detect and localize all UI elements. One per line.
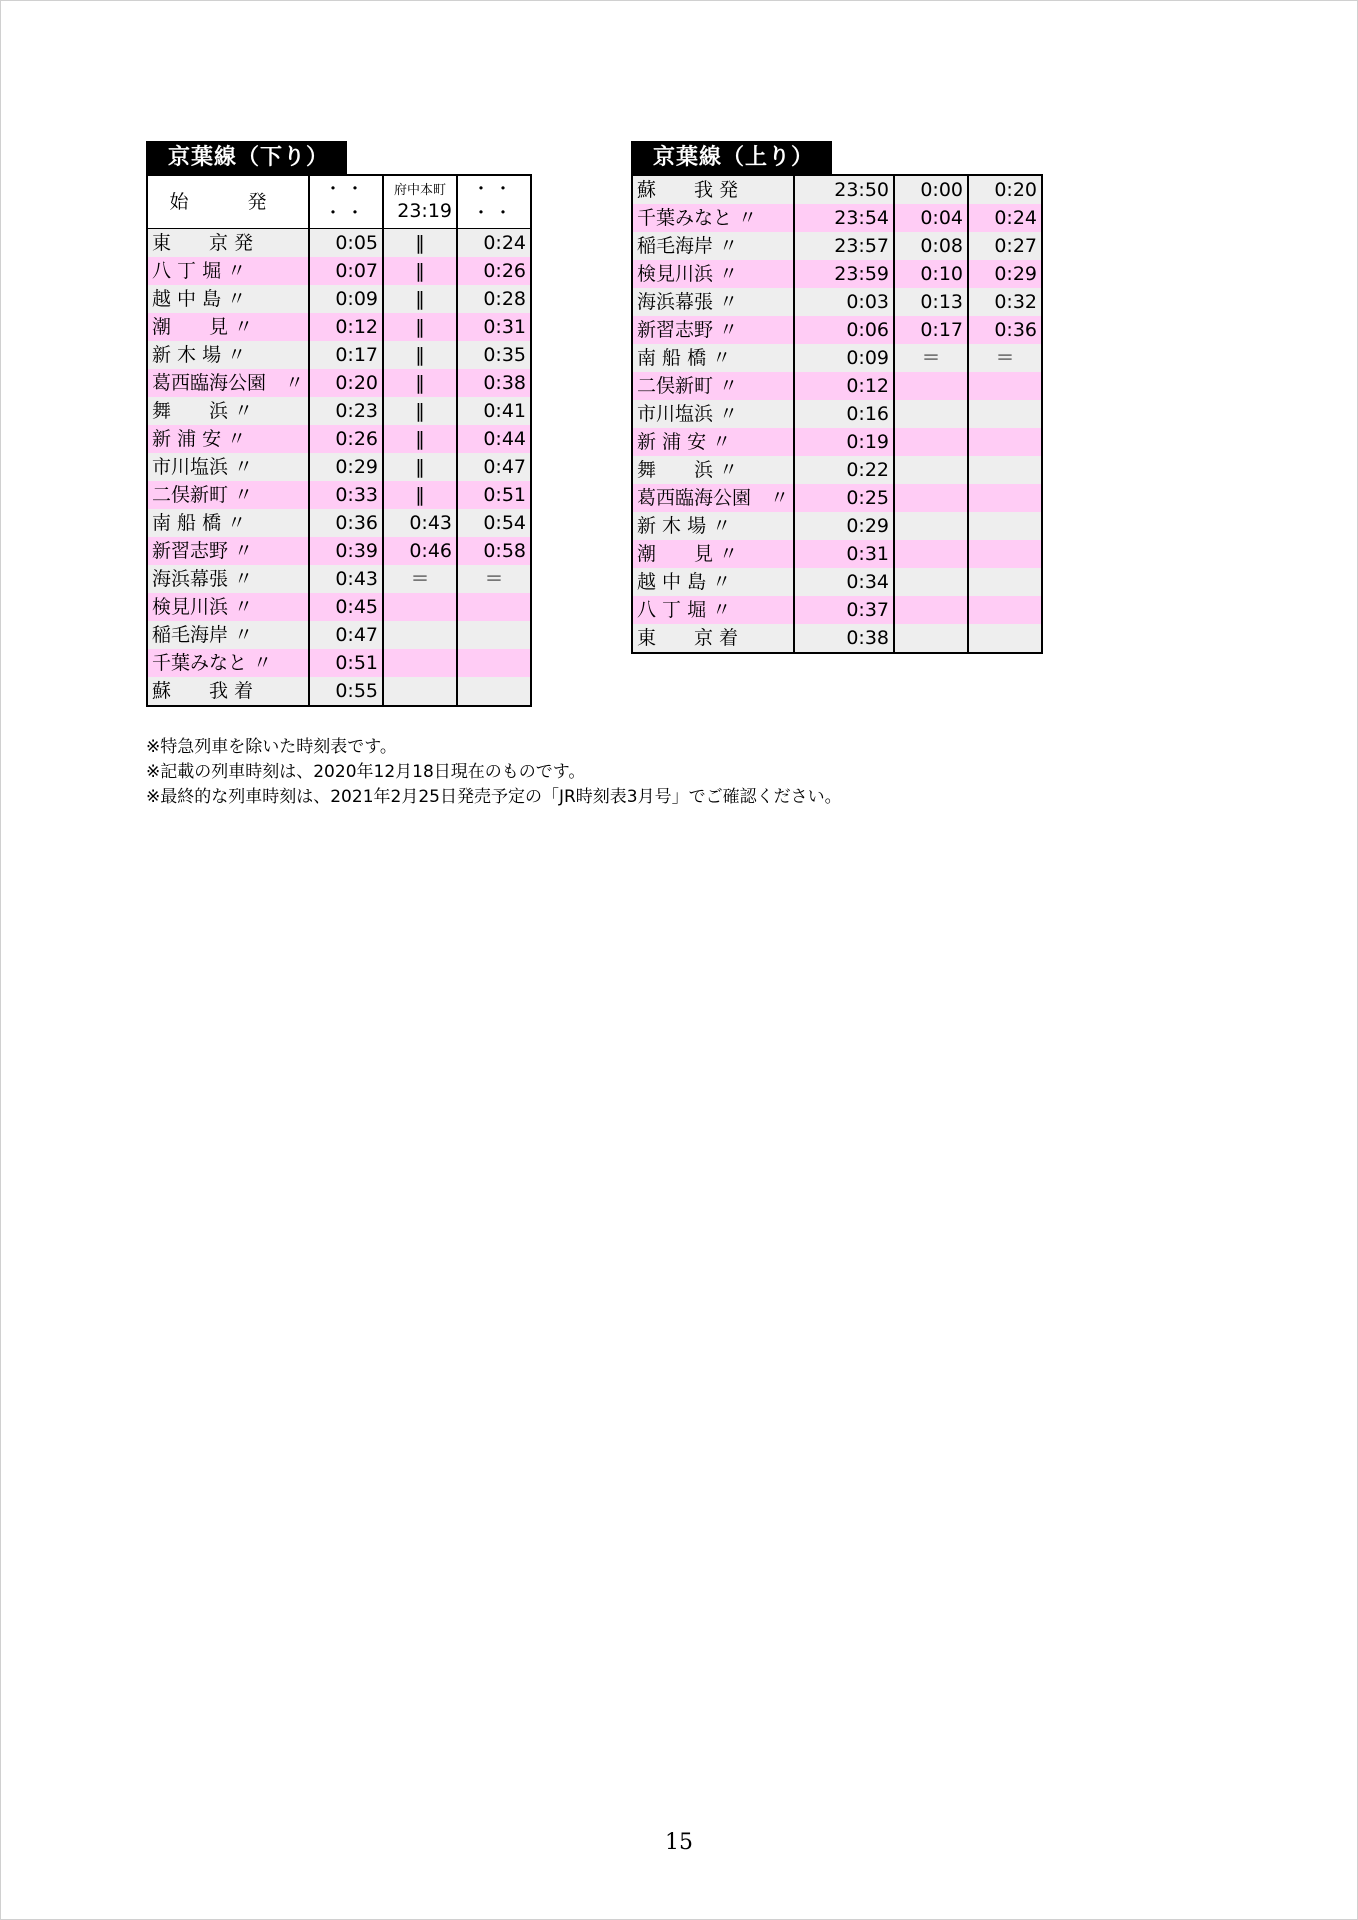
time-col-3: 0:24: [968, 204, 1042, 232]
time-col-3: 0:31: [457, 313, 531, 341]
time-col-2: ‖: [383, 229, 457, 258]
timetable-row: [147, 341, 531, 369]
note-line: ※記載の列車時刻は、2020年12月18日現在のものです。: [146, 762, 586, 782]
station-name: 検見川浜 〃: [147, 593, 309, 621]
timetable-row: [632, 512, 1042, 540]
time-col-3: 0:36: [968, 316, 1042, 344]
time-col-1: 0:51: [309, 649, 383, 677]
time-col-3: 0:35: [457, 341, 531, 369]
time-col-3: 0:27: [968, 232, 1042, 260]
time-col-1: 0:45: [309, 593, 383, 621]
timetable-row: [632, 232, 1042, 260]
time-col-2: [894, 596, 968, 624]
time-col-3: 0:44: [457, 425, 531, 453]
timetable-row: [147, 509, 531, 537]
time-col-3: 0:32: [968, 288, 1042, 316]
time-col-1: 0:25: [794, 484, 894, 512]
time-col-3: [457, 649, 531, 677]
time-col-2: [894, 624, 968, 653]
time-col-1: 0:22: [794, 456, 894, 484]
timetable-row: [632, 484, 1042, 512]
time-col-2: 0:17: [894, 316, 968, 344]
time-col-3: [457, 593, 531, 621]
time-col-3: 0:51: [457, 481, 531, 509]
station-name: 新 浦 安 〃: [632, 428, 794, 456]
time-col-2: [894, 456, 968, 484]
time-col-1: 0:47: [309, 621, 383, 649]
station-name: 千葉みなと 〃: [147, 649, 309, 677]
page-number: 15: [665, 1830, 693, 1855]
timetable-row: [147, 593, 531, 621]
time-col-3: [968, 456, 1042, 484]
time-col-3: 0:26: [457, 257, 531, 285]
time-col-3: 0:58: [457, 537, 531, 565]
time-col-3: [968, 540, 1042, 568]
timetable-row: [632, 568, 1042, 596]
up-title: 京葉線（上り）: [631, 141, 832, 174]
station-name: 新習志野 〃: [632, 316, 794, 344]
time-col-1: 0:43: [309, 565, 383, 593]
station-name: 八 丁 堀 〃: [632, 596, 794, 624]
header-col-3-top: ・・: [472, 179, 517, 200]
time-col-1: 0:07: [309, 257, 383, 285]
station-name: 新習志野 〃: [147, 537, 309, 565]
down-header-row: [147, 175, 531, 229]
time-col-3: ＝: [457, 565, 531, 593]
time-col-2: ‖: [383, 285, 457, 313]
time-col-2: ‖: [383, 425, 457, 453]
time-col-2: [894, 568, 968, 596]
station-name: 東 京 発: [147, 229, 309, 258]
time-col-2: 0:00: [894, 175, 968, 204]
station-name: 海浜幕張 〃: [632, 288, 794, 316]
header-col-1-top: ・・: [324, 179, 369, 200]
timetable-row: [147, 677, 531, 706]
up-timetable: [631, 174, 1043, 654]
time-col-2: 0:04: [894, 204, 968, 232]
time-col-3: 0:20: [968, 175, 1042, 204]
timetable-row: [632, 316, 1042, 344]
time-col-3: [457, 621, 531, 649]
time-col-1: 0:12: [794, 372, 894, 400]
time-col-3: 0:54: [457, 509, 531, 537]
time-col-1: 0:09: [794, 344, 894, 372]
timetable-row: [147, 537, 531, 565]
header-col-3: [457, 175, 531, 229]
time-col-2: [894, 372, 968, 400]
timetable-row: [632, 372, 1042, 400]
time-col-3: 0:38: [457, 369, 531, 397]
time-col-2: 0:08: [894, 232, 968, 260]
time-col-1: 0:29: [309, 453, 383, 481]
timetable-row: [632, 204, 1042, 232]
header-col-2: [383, 175, 457, 229]
time-col-1: 23:50: [794, 175, 894, 204]
timetable-row: [632, 428, 1042, 456]
time-col-1: 0:23: [309, 397, 383, 425]
timetable-row: [147, 425, 531, 453]
timetable-row: [147, 453, 531, 481]
time-col-1: 0:37: [794, 596, 894, 624]
timetable-row: [632, 400, 1042, 428]
time-col-2: ‖: [383, 453, 457, 481]
timetable-row: [147, 481, 531, 509]
time-col-2: ＝: [383, 565, 457, 593]
station-name: 潮 見 〃: [147, 313, 309, 341]
time-col-3: [968, 484, 1042, 512]
station-name: 海浜幕張 〃: [147, 565, 309, 593]
time-col-3: [968, 400, 1042, 428]
notes: [146, 735, 842, 810]
time-col-3: 0:41: [457, 397, 531, 425]
time-col-1: 0:55: [309, 677, 383, 706]
time-col-1: 0:20: [309, 369, 383, 397]
time-col-1: 0:12: [309, 313, 383, 341]
up-timetable-block: [631, 141, 1043, 654]
time-col-1: 0:33: [309, 481, 383, 509]
time-col-2: [894, 540, 968, 568]
station-name: 千葉みなと 〃: [632, 204, 794, 232]
timetable-row: [147, 285, 531, 313]
timetable-row: [632, 344, 1042, 372]
time-col-2: [894, 428, 968, 456]
time-col-1: 23:59: [794, 260, 894, 288]
time-col-3: 0:47: [457, 453, 531, 481]
time-col-2: 0:10: [894, 260, 968, 288]
time-col-3: [457, 677, 531, 706]
time-col-2: [383, 621, 457, 649]
time-col-2: [383, 677, 457, 706]
time-col-2: 0:46: [383, 537, 457, 565]
time-col-1: 0:03: [794, 288, 894, 316]
header-col-2-origin: 府中本町: [394, 183, 447, 198]
time-col-2: ‖: [383, 341, 457, 369]
time-col-1: 0:36: [309, 509, 383, 537]
station-name: 八 丁 堀 〃: [147, 257, 309, 285]
time-col-3: [968, 624, 1042, 653]
time-col-2: [383, 593, 457, 621]
time-col-2: ‖: [383, 313, 457, 341]
time-col-2: ‖: [383, 257, 457, 285]
time-col-3: 0:29: [968, 260, 1042, 288]
station-name: 新 木 場 〃: [147, 341, 309, 369]
station-name: 稲毛海岸 〃: [632, 232, 794, 260]
timetable-row: [632, 624, 1042, 653]
timetable-row: [632, 596, 1042, 624]
station-name: 蘇 我 着: [147, 677, 309, 706]
down-timetable-block: [146, 141, 532, 707]
station-name: 南 船 橋 〃: [147, 509, 309, 537]
time-col-1: 0:39: [309, 537, 383, 565]
station-name: 新 木 場 〃: [632, 512, 794, 540]
station-name: 蘇 我 発: [632, 175, 794, 204]
timetable-row: [147, 313, 531, 341]
station-name: 新 浦 安 〃: [147, 425, 309, 453]
time-col-2: ‖: [383, 481, 457, 509]
timetable-row: [147, 621, 531, 649]
station-name: 検見川浜 〃: [632, 260, 794, 288]
timetable-row: [632, 540, 1042, 568]
station-name: 南 船 橋 〃: [632, 344, 794, 372]
header-col-1: [309, 175, 383, 229]
time-col-2: 0:13: [894, 288, 968, 316]
timetable-row: [147, 369, 531, 397]
note-line: ※最終的な列車時刻は、2021年2月25日発売予定の「JR時刻表3月号」でご確認ください。: [146, 787, 842, 807]
time-col-1: 0:17: [309, 341, 383, 369]
timetable-row: [632, 456, 1042, 484]
timetable-row: [147, 229, 531, 258]
station-name: 市川塩浜 〃: [147, 453, 309, 481]
station-name: 二俣新町 〃: [632, 372, 794, 400]
time-col-2: [383, 649, 457, 677]
time-col-1: 0:05: [309, 229, 383, 258]
time-col-1: 0:19: [794, 428, 894, 456]
time-col-2: [894, 484, 968, 512]
station-name: 越 中 島 〃: [147, 285, 309, 313]
timetable-row: [147, 565, 531, 593]
note-line: ※特急列車を除いた時刻表です。: [146, 737, 397, 757]
station-name: 二俣新町 〃: [147, 481, 309, 509]
down-title: 京葉線（下り）: [146, 141, 347, 174]
time-col-2: ＝: [894, 344, 968, 372]
origin-label: 始 発: [147, 175, 309, 229]
time-col-2: 0:43: [383, 509, 457, 537]
time-col-1: 0:09: [309, 285, 383, 313]
time-col-3: 0:24: [457, 229, 531, 258]
station-name: 市川塩浜 〃: [632, 400, 794, 428]
timetable-row: [632, 260, 1042, 288]
time-col-3: [968, 568, 1042, 596]
time-col-1: 23:54: [794, 204, 894, 232]
time-col-3: [968, 512, 1042, 540]
station-name: 稲毛海岸 〃: [147, 621, 309, 649]
station-name: 東 京 着: [632, 624, 794, 653]
time-col-3: [968, 428, 1042, 456]
time-col-1: 0:16: [794, 400, 894, 428]
time-col-1: 23:57: [794, 232, 894, 260]
time-col-1: 0:26: [309, 425, 383, 453]
time-col-3: 0:28: [457, 285, 531, 313]
station-name: 潮 見 〃: [632, 540, 794, 568]
time-col-1: 0:06: [794, 316, 894, 344]
time-col-2: [894, 400, 968, 428]
header-col-2-time: 23:19: [397, 200, 453, 222]
timetable-row: [147, 397, 531, 425]
time-col-2: ‖: [383, 369, 457, 397]
down-timetable: [146, 174, 532, 707]
time-col-3: [968, 596, 1042, 624]
time-col-1: 0:38: [794, 624, 894, 653]
header-col-1-bottom: ・・: [324, 203, 369, 224]
time-col-2: ‖: [383, 397, 457, 425]
time-col-1: 0:29: [794, 512, 894, 540]
time-col-3: [968, 372, 1042, 400]
time-col-1: 0:34: [794, 568, 894, 596]
timetable-row: [147, 257, 531, 285]
station-name: 葛西臨海公園 〃: [632, 484, 794, 512]
station-name: 葛西臨海公園 〃: [147, 369, 309, 397]
time-col-2: [894, 512, 968, 540]
timetable-row: [632, 175, 1042, 204]
station-name: 越 中 島 〃: [632, 568, 794, 596]
station-name: 舞 浜 〃: [632, 456, 794, 484]
time-col-3: ＝: [968, 344, 1042, 372]
header-col-3-bottom: ・・: [472, 203, 517, 224]
timetable-row: [632, 288, 1042, 316]
time-col-1: 0:31: [794, 540, 894, 568]
timetable-row: [147, 649, 531, 677]
station-name: 舞 浜 〃: [147, 397, 309, 425]
